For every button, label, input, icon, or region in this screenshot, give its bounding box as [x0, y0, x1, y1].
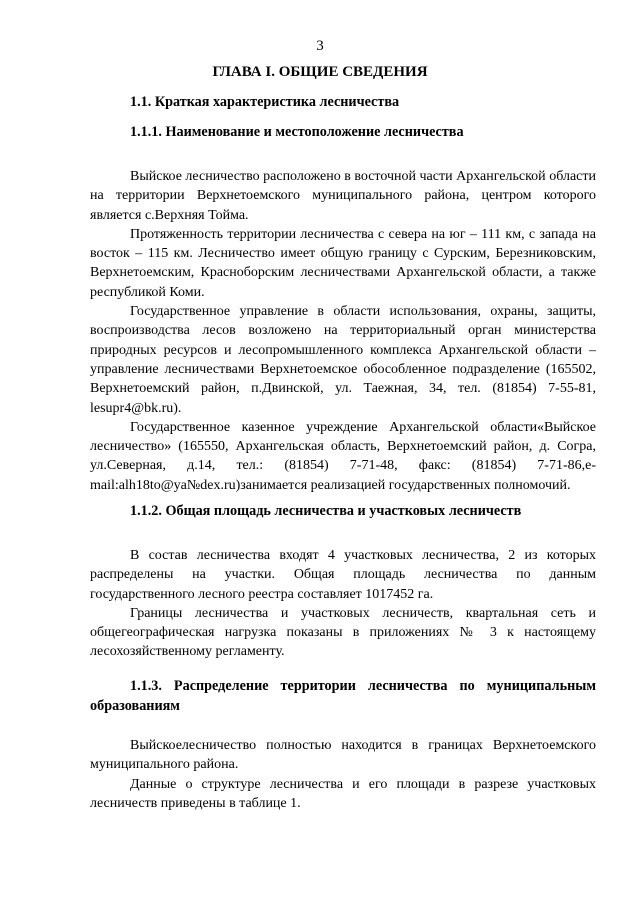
section-heading-1-1-2: 1.1.2. Общая площадь лесничества и участковых лесничеств — [130, 503, 522, 519]
section-body-1-1-3 — [90, 736, 596, 813]
paragraph: Границы лесничества и участковых лесничеств, квартальная сеть и общегеографическая нагрузка показаны в приложениях № 3 к настоящему лесохозяйственному регламенту. — [90, 605, 596, 660]
chapter-title: ГЛАВА I. ОБЩИЕ СВЕДЕНИЯ — [212, 64, 428, 80]
paragraph: Государственное казенное учреждение Архангельской области«Выйское лесничество» (165550, Архангельская область, Верхнетоемский район, д. Согра, ул.Северная, д.14, тел.: (81854) 7-71-48, факс: (81854) 7-71-86,e-mail:alh18to@ya№dex.ru)занимается реализацией государственных полномочий. — [90, 419, 596, 493]
section-heading-1-1: 1.1. Краткая характеристика лесничества — [130, 94, 400, 110]
paragraph: Выйскоелесничество полностью находится в границах Верхнетоемского муниципального района. — [90, 738, 596, 773]
paragraph: Данные о структуре лесничества и его площади в разрезе участковых лесничеств приведены в таблице 1. — [90, 776, 596, 811]
section-body-1-1-1 — [90, 167, 596, 495]
paragraph: Протяженность территории лесничества с севера на юг – 111 км, с запада на восток – 115 км. Лесничество имеет общую границу с Сурским, Березниковским, Верхнетоемским, Красноборским лесничествами Архангельской области, а также республикой Коми. — [90, 226, 596, 300]
page-number: 3 — [316, 38, 324, 54]
section-heading-1-1-1: 1.1.1. Наименование и местоположение лесничества — [130, 124, 464, 140]
section-heading-1-1-3: 1.1.3. Распределение территории лесничества по муниципальным образованиям — [90, 678, 596, 714]
paragraph: Государственное управление в области использования, охраны, защиты, воспроизводства лесов возложено на территориальный орган министерства природных ресурсов и лесопромышленного комплекса Архангельской области – управление лесничествами Верхнетоемское обособленное подразделение (165502, Верхнетоемский район, п.Двинской, ул. Таежная, 34, тел. (81854) 7-55-81, lesupr4@bk.ru). — [90, 304, 596, 416]
paragraph: Выйское лесничество расположено в восточной части Архангельской области на территории Верхнетоемского муниципального района, центром которого является с.Верхняя Тойма. — [90, 169, 596, 223]
paragraph: В состав лесничества входят 4 участковых лесничества, 2 из которых распределены на участки. Общая площадь лесничества по данным государственного лесного реестра составляет 1017452 га. — [90, 548, 596, 602]
section-body-1-1-2 — [90, 546, 596, 662]
